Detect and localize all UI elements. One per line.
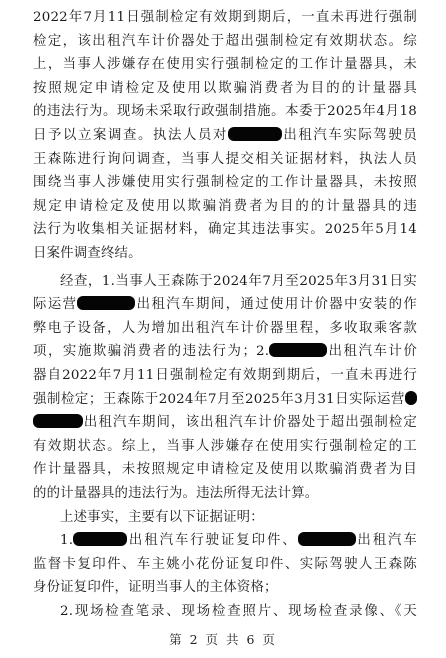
page-number: 第 2 页 共 6 页 xyxy=(169,632,277,647)
text-segment: 有效期状态。综上，当事人涉嫌存在使用实行强制检定的工 xyxy=(33,438,417,454)
text-line xyxy=(33,295,417,315)
text-line xyxy=(33,555,417,575)
redaction-block xyxy=(77,296,135,310)
text-segment: 法行为收集相关证据材料，确定其违法事实。2025年5月14 xyxy=(33,222,417,238)
text-segment: 上述事实，主要有以下证据证明： xyxy=(60,509,264,525)
text-segment: 作计量器具，未按照规定申请检定及使用以欺骗消费者为目 xyxy=(33,462,417,478)
text-line xyxy=(33,244,417,264)
text-segment: 王森陈进行询问调查，当事人提交相关证据材料，执法人员 xyxy=(33,151,417,167)
text-segment: 上，当事人涉嫌存在使用实行强制检定的工作计量器具，未 xyxy=(33,57,417,73)
text-segment: 的的计量器具的违法行为。违法所得无法计算。 xyxy=(33,486,319,501)
text-line xyxy=(33,220,417,240)
text-line xyxy=(33,413,417,433)
text-segment: 日予以立案调查。执法人员对 xyxy=(33,128,228,143)
text-segment: 弊电子设备，人为增加出租汽车计价器里程，多收取乘客款 xyxy=(33,320,417,336)
text-line xyxy=(60,531,417,551)
text-line xyxy=(33,319,417,339)
text-segment: 检定，该出租汽车计价器处于超出强制检定有效期状态。综 xyxy=(33,33,417,49)
text-segment: 出租汽车期间，通过使用计价器中安装的作 xyxy=(135,297,417,313)
redaction-block xyxy=(269,343,327,357)
redaction-block xyxy=(33,414,83,428)
text-segment: 围绕当事人涉嫌使用实行强制检定的工作计量器具，未按照 xyxy=(33,175,417,191)
text-segment: 日案件调查终结。 xyxy=(33,246,142,261)
text-line xyxy=(33,173,417,193)
text-line xyxy=(33,55,417,75)
text-line xyxy=(33,342,417,362)
text-line xyxy=(60,602,417,622)
text-segment: 际运营 xyxy=(33,297,78,313)
text-line xyxy=(33,366,417,386)
text-segment: 器自2022年7月11日强制检定有效期到期后，一直未再进行 xyxy=(33,368,417,383)
text-line xyxy=(33,484,417,504)
text-line xyxy=(33,578,417,598)
text-line xyxy=(33,460,417,480)
redaction-block xyxy=(405,391,417,405)
text-segment: 出租汽车实际驾驶员 xyxy=(282,128,417,143)
text-line xyxy=(33,32,417,52)
text-line xyxy=(60,508,417,528)
text-segment: 出租汽车 xyxy=(355,533,417,549)
text-segment: 出租汽车期间，该出租汽车计价器处于超出强制检定 xyxy=(83,415,417,431)
text-segment: 2022年7月11日强制检定有效期到期后，一直未再进行强制 xyxy=(33,10,417,25)
text-segment: 2.现场检查笔录、现场检查照片、现场检查录像、《天 xyxy=(60,604,417,619)
text-segment: 经查，1.当事人王森陈于2024年7月至2025年3月31日实 xyxy=(60,273,417,289)
text-segment: 监督卡复印件、车主姚小花份证复印件、实际驾驶人王森陈 xyxy=(33,556,417,572)
text-line xyxy=(33,437,417,457)
text-segment: 出租汽车计价 xyxy=(327,344,417,360)
text-segment: 强制检定；王森陈于2024年7月至2025年3月31日实际运营 xyxy=(33,391,405,407)
text-line xyxy=(33,102,417,122)
text-line xyxy=(33,126,417,146)
text-segment: 身份证复印件，证明当事人的主体资格； xyxy=(33,580,278,596)
text-segment: 出租汽车行驶证复印件、 xyxy=(127,533,298,549)
text-line xyxy=(33,79,417,99)
redaction-block xyxy=(298,532,356,546)
redaction-block xyxy=(228,127,282,141)
text-segment: 项，实施欺骗消费者的违法行为；2. xyxy=(33,344,270,360)
text-segment: 的违法行为。现场未采取行政强制措施。本委于2025年4月18 xyxy=(33,104,417,120)
text-segment: 1. xyxy=(60,533,74,549)
text-line xyxy=(60,272,417,292)
text-line xyxy=(33,390,417,410)
redaction-block xyxy=(73,532,127,546)
text-segment: 按照规定申请检定及使用以欺骗消费者为目的的计量器具 xyxy=(33,80,417,96)
text-line xyxy=(33,8,417,28)
text-segment: 规定申请检定及使用以欺骗消费者为目的的计量器具的违 xyxy=(33,198,417,214)
text-line xyxy=(33,197,417,217)
text-line xyxy=(33,150,417,170)
